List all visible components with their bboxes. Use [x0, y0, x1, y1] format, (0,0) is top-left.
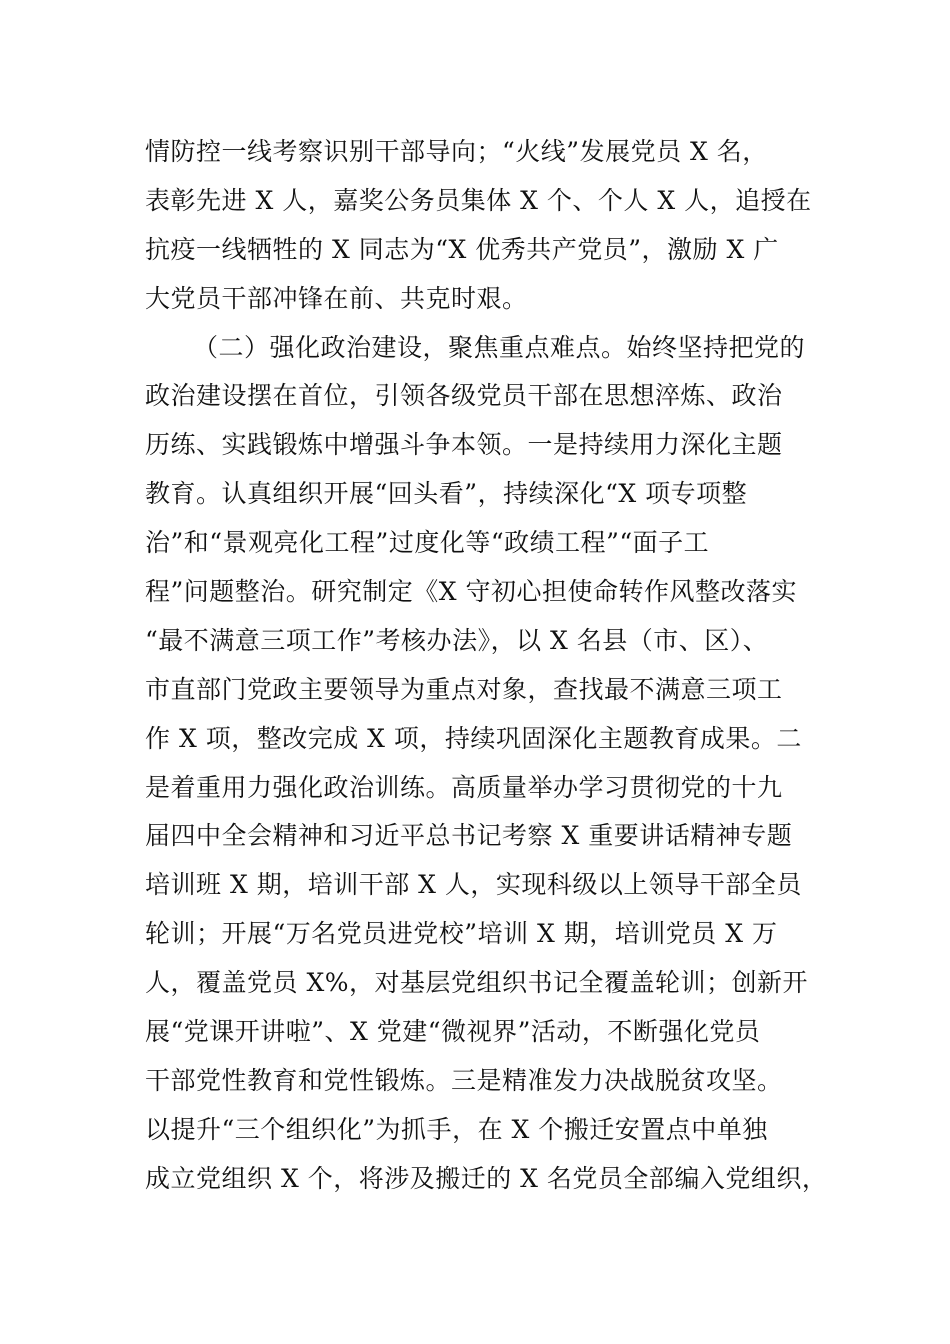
text-line: 抗疫一线牺牲的 X 同志为“X 优秀共产党员”，激励 X 广 — [145, 234, 779, 264]
text-line: 程”问题整治。研究制定《X 守初心担使命转作风整改落实 — [145, 577, 798, 607]
text-line: 治”和“景观亮化工程”过度化等“政绩工程”“面子工 — [145, 528, 710, 558]
text-line: 培训班 X 期，培训干部 X 人，实现科级以上领导干部全员 — [145, 870, 802, 900]
text-line: 是着重用力强化政治训练。高质量举办学习贯彻党的十九 — [145, 772, 783, 802]
text-line: 表彰先进 X 人，嘉奖公务员集体 X 个、个人 X 人，追授在 — [145, 185, 812, 215]
text-line: 届四中全会精神和习近平总书记考察 X 重要讲话精神专题 — [145, 821, 793, 851]
text-line: 人，覆盖党员 X%，对基层党组织书记全覆盖轮训；创新开 — [145, 968, 809, 998]
text-line: 大党员干部冲锋在前、共克时艰。 — [145, 283, 528, 313]
text-line: 成立党组织 X 个，将涉及搬迁的 X 名党员全部编入党组织， — [145, 1163, 828, 1193]
text-line: 轮训；开展“万名党员进党校”培训 X 期，培训党员 X 万 — [145, 919, 778, 949]
text-line: 教育。认真组织开展“回头看”，持续深化“X 项专项整 — [145, 479, 748, 509]
text-line: 历练、实践锻炼中增强斗争本领。一是持续用力深化主题 — [145, 430, 783, 460]
text-line: 干部党性教育和党性锻炼。三是精准发力决战脱贫攻坚。 — [145, 1065, 783, 1095]
document-body-text — [145, 128, 845, 1204]
text-line: “最不满意三项工作”考核办法》，以 X 名县（市、区）、 — [145, 625, 769, 655]
paragraph-heading-line: （二）强化政治建设，聚焦重点难点。始终坚持把党的 — [193, 332, 806, 362]
text-line: 政治建设摆在首位，引领各级党员干部在思想淬炼、政治 — [145, 381, 783, 411]
text-line: 市直部门党政主要领导为重点对象，查找最不满意三项工 — [145, 674, 783, 704]
text-line: 情防控一线考察识别干部导向；“火线”发展党员 X 名， — [145, 137, 768, 166]
text-line: 作 X 项，整改完成 X 项，持续巩固深化主题教育成果。二 — [145, 723, 802, 753]
text-line: 以提升“三个组织化”为抓手，在 X 个搬迁安置点中单独 — [145, 1114, 768, 1144]
text-line: 展“党课开讲啦”、X 党建“微视界”活动，不断强化党员 — [145, 1017, 761, 1047]
